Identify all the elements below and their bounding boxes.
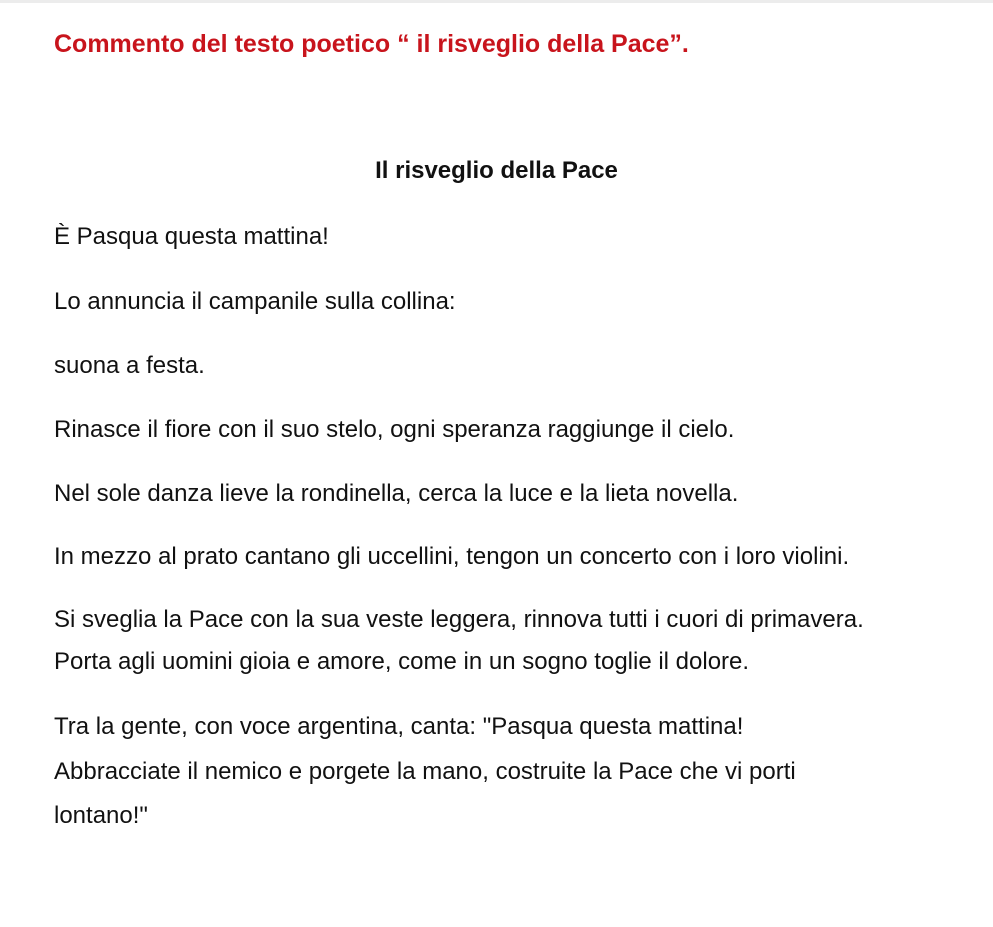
- poem-line: Porta agli uomini gioia e amore, come in un sogno toglie il dolore.: [54, 648, 750, 675]
- poem-line: suona a festa.: [54, 352, 205, 379]
- poem-line: È Pasqua questa mattina!: [54, 223, 329, 250]
- poem-line: lontano!": [54, 802, 148, 829]
- poem-line: Abbracciate il nemico e porgete la mano, costruite la Pace che vi porti: [54, 758, 796, 785]
- top-divider: [0, 0, 993, 3]
- poem-line: Tra la gente, con voce argentina, canta: "Pasqua questa mattina!: [54, 713, 744, 740]
- poem-line: Nel sole danza lieve la rondinella, cerca la luce e la lieta novella.: [54, 480, 739, 507]
- poem-line: Rinasce il fiore con il suo stelo, ogni speranza raggiunge il cielo.: [54, 416, 735, 443]
- poem-line: Si sveglia la Pace con la sua veste leggera, rinnova tutti i cuori di primavera.: [54, 606, 864, 633]
- poem-title: Il risveglio della Pace: [375, 157, 618, 184]
- poem-line: Lo annuncia il campanile sulla collina:: [54, 288, 456, 315]
- poem-line: In mezzo al prato cantano gli uccellini, tengon un concerto con i loro violini.: [54, 543, 850, 570]
- document-title: Commento del testo poetico “ il risveglio della Pace”.: [54, 30, 689, 58]
